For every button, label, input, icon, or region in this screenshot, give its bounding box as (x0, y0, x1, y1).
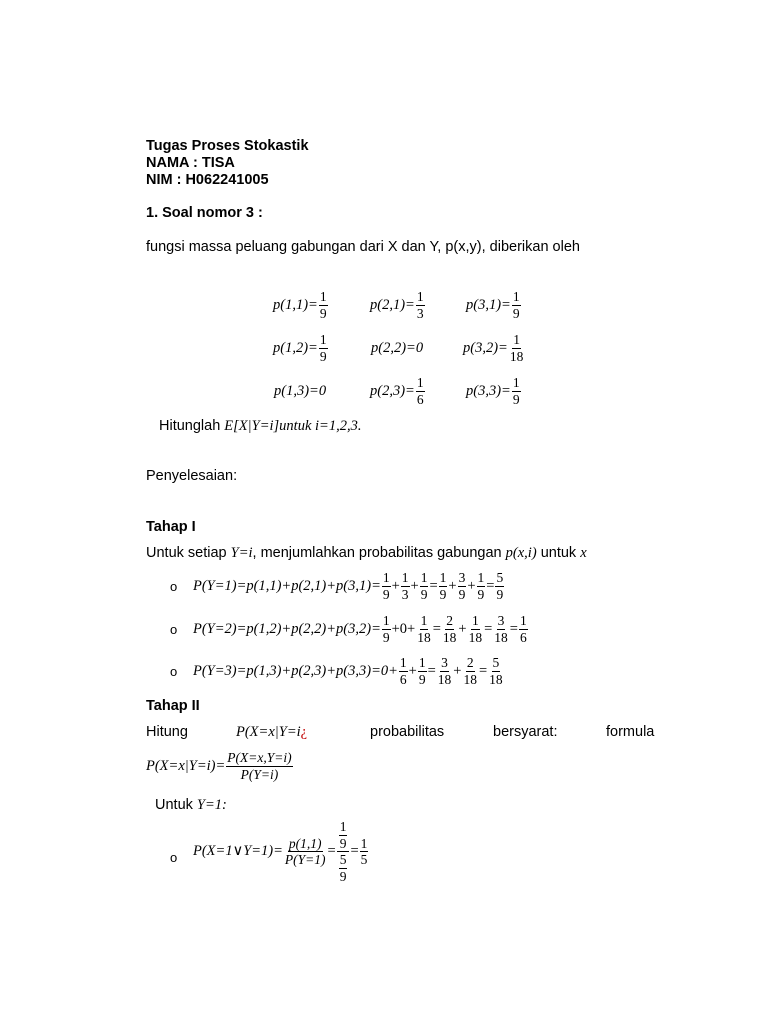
step2-conditional-math: P(X=x|Y=i¿ (236, 724, 308, 740)
pmf-entry: p(3,3)= $\frac{1}{9}$ (466, 375, 520, 407)
untuk-line: Untuk Y=1: (155, 797, 227, 813)
step2-word-formula: formula (606, 724, 655, 740)
equation-p-y2: P(Y=2)=p(1,2)+p(2,2)+p(3,2)= $\frac{1}{9}$ +0+ $\frac{1}{18}$ = $\frac{2}{18}$ + $\frac{1}{18}$ = $\frac{3}{18}$ = $\frac{1}{6}$ (193, 613, 527, 645)
step2-word-hitung: Hitung (146, 724, 188, 740)
task-math: E[X|Y=i]untuk i=1,2,3. (224, 418, 362, 434)
step1-title: Tahap I (146, 519, 196, 535)
equation-p-y3: P(Y=3)=p(1,3)+p(2,3)+p(3,3)=0+ $\frac{1}{6}$ + $\frac{1}{9}$ = $\frac{3}{18}$ + $\frac{2}{18}$ = $\frac{5}{18}$ (193, 655, 503, 687)
task-label: Hitunglah (159, 418, 221, 434)
pmf-entry: p(2,2)=0 (371, 340, 424, 356)
equation-p-y1: P(Y=1)=p(1,1)+p(2,1)+p(3,1)= $\frac{1}{9}$ + $\frac{1}{3}$ + $\frac{1}{9}$ = $\frac{1}{9}$ + $\frac{3}{9}$ + $\frac{1}{9}$ = $\frac{5}{9}$ (193, 570, 504, 602)
step2-title: Tahap II (146, 698, 200, 714)
student-nim: NIM : H062241005 (146, 172, 269, 188)
step1-description: Untuk setiap Y=i, menjumlahkan probabilitas gabungan p(x,i) untuk x (146, 545, 587, 561)
pmf-entry: p(3,2)= $\frac{1}{18}$ (463, 332, 524, 364)
bullet-marker: o (170, 850, 178, 865)
solution-heading: Penyelesaian: (146, 468, 238, 484)
equation-conditional-y1: P(X=1∨Y=1)= $\frac{p(1,1)}{P(Y=1)}$ = $\frac{\frac{1}{9}}{\frac{5}{9}}$ = $\frac{1}{5}$ (193, 819, 368, 884)
conditional-formula: P(X=x|Y=i)= $\frac{P(X=x,Y=i)}{P(Y=i)}$ (146, 750, 292, 782)
pmf-entry: p(1,3)=0 (274, 383, 327, 399)
student-name: NAMA : TISA (146, 155, 235, 171)
pmf-entry: p(2,1)= $\frac{1}{3}$ (370, 289, 424, 321)
bullet-marker: o (170, 579, 178, 594)
pmf-entry: p(1,1)= $\frac{1}{9}$ (273, 289, 327, 321)
step2-word-bersyarat: bersyarat: (493, 724, 558, 740)
document-title: Tugas Proses Stokastik (146, 138, 309, 154)
bullet-marker: o (170, 622, 178, 637)
pmf-entry: p(2,3)= $\frac{1}{6}$ (370, 375, 424, 407)
pmf-entry: p(1,2)= $\frac{1}{9}$ (273, 332, 327, 364)
task-line (159, 418, 361, 435)
bullet-marker: o (170, 664, 178, 679)
question-heading: 1. Soal nomor 3 : (146, 205, 263, 221)
step2-word-probabilitas: probabilitas (370, 724, 445, 740)
pmf-entry: p(3,1)= $\frac{1}{9}$ (466, 289, 520, 321)
question-intro: fungsi massa peluang gabungan dari X dan Y, p(x,y), diberikan oleh (146, 239, 580, 255)
